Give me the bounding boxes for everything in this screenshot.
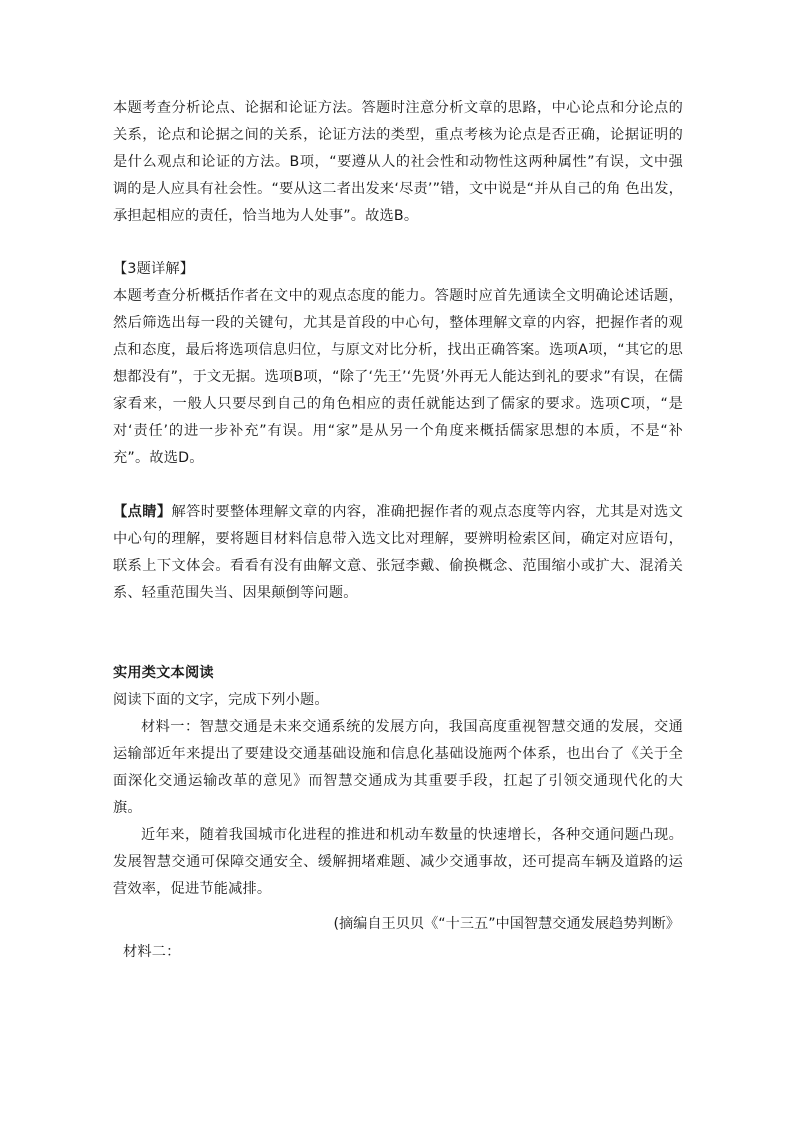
tip-text: 解答时要整体理解文章的内容，准确把握作者的观点态度等内容，尤其是对选文中心句的理解，要将题目材料信息带入选文比对理解，要辨明检索区间，确定对应语句，联系上下文体会。看看有没有曲解文意、张冠李戴、偷换概念、范围缩小或扩大、混淆关系、轻重范围失当、因果颠倒等问题。 xyxy=(113,504,683,601)
analysis-paragraph-q2: 本题考查分析论点、论据和论证方法。答题时注意分析文章的思路，中心论点和分论点的关系，论点和论据之间的关系，论证方法的类型，重点考核为论点是否正确，论据证明的是什么观点和论证的方法。B项，“要遵从人的社会性和动物性这两种属性”有误，文中强调的是人应具有社会性。“要从这二者出发来‘尽责’”错，文中说是“并从自己的角 色出发，承担起相应的责任，恰当地为人处事”。故选B。 xyxy=(113,100,683,224)
source-citation: (摘编自王贝贝《“十三五”中国智慧交通发展趋势判断》 xyxy=(333,916,680,932)
tip-paragraph xyxy=(113,499,683,607)
q3-heading: 【3题详解】 xyxy=(113,261,195,277)
material1-paragraph-1: 材料一：智慧交通是未来交通系统的发展方向，我国高度重视智慧交通的发展，交通运输部近年来提出了要建设交通基础设施和信息化基础设施两个体系，也出台了《关于全面深化交通运输改革的意见》而智慧交通成为其重要手段，扛起了引领交通现代化的大旗。 xyxy=(113,719,683,816)
material1-paragraph-2: 近年来，随着我国城市化进程的推进和机动车数量的快速增长，各种交通问题凸现。发展智慧交通可保障交通安全、缓解拥堵难题、减少交通事故，还可提高车辆及道路的运营效率，促进节能减排。 xyxy=(113,827,683,897)
section-instruction: 阅读下面的文字，完成下列小题。 xyxy=(113,692,329,708)
tip-label: 【点睛】 xyxy=(113,504,172,520)
section-title: 实用类文本阅读 xyxy=(113,665,214,681)
material2-label: 材料二： xyxy=(123,944,181,960)
analysis-paragraph-q3: 本题考查分析概括作者在文中的观点态度的能力。答题时应首先通读全文明确论述话题，然后筛选出每一段的关键句，尤其是首段的中心句，整体理解文章的内容，把握作者的观点和态度，最后将选项信息归位，与原文对比分析，找出正确答案。选项A项，“其它的思想都没有”，于文无据。选项B项，“除了‘先王’‘先贤’外再无人能达到礼的要求”有误，在儒家看来，一般人只要尽到自己的角色相应的责任就能达到了儒家的要求。选项C项，“是对‘责任’的进一步补充”有误。用“家”是从另一个角度来概括儒家思想的本质，不是“补充”。故选D。 xyxy=(113,288,683,466)
